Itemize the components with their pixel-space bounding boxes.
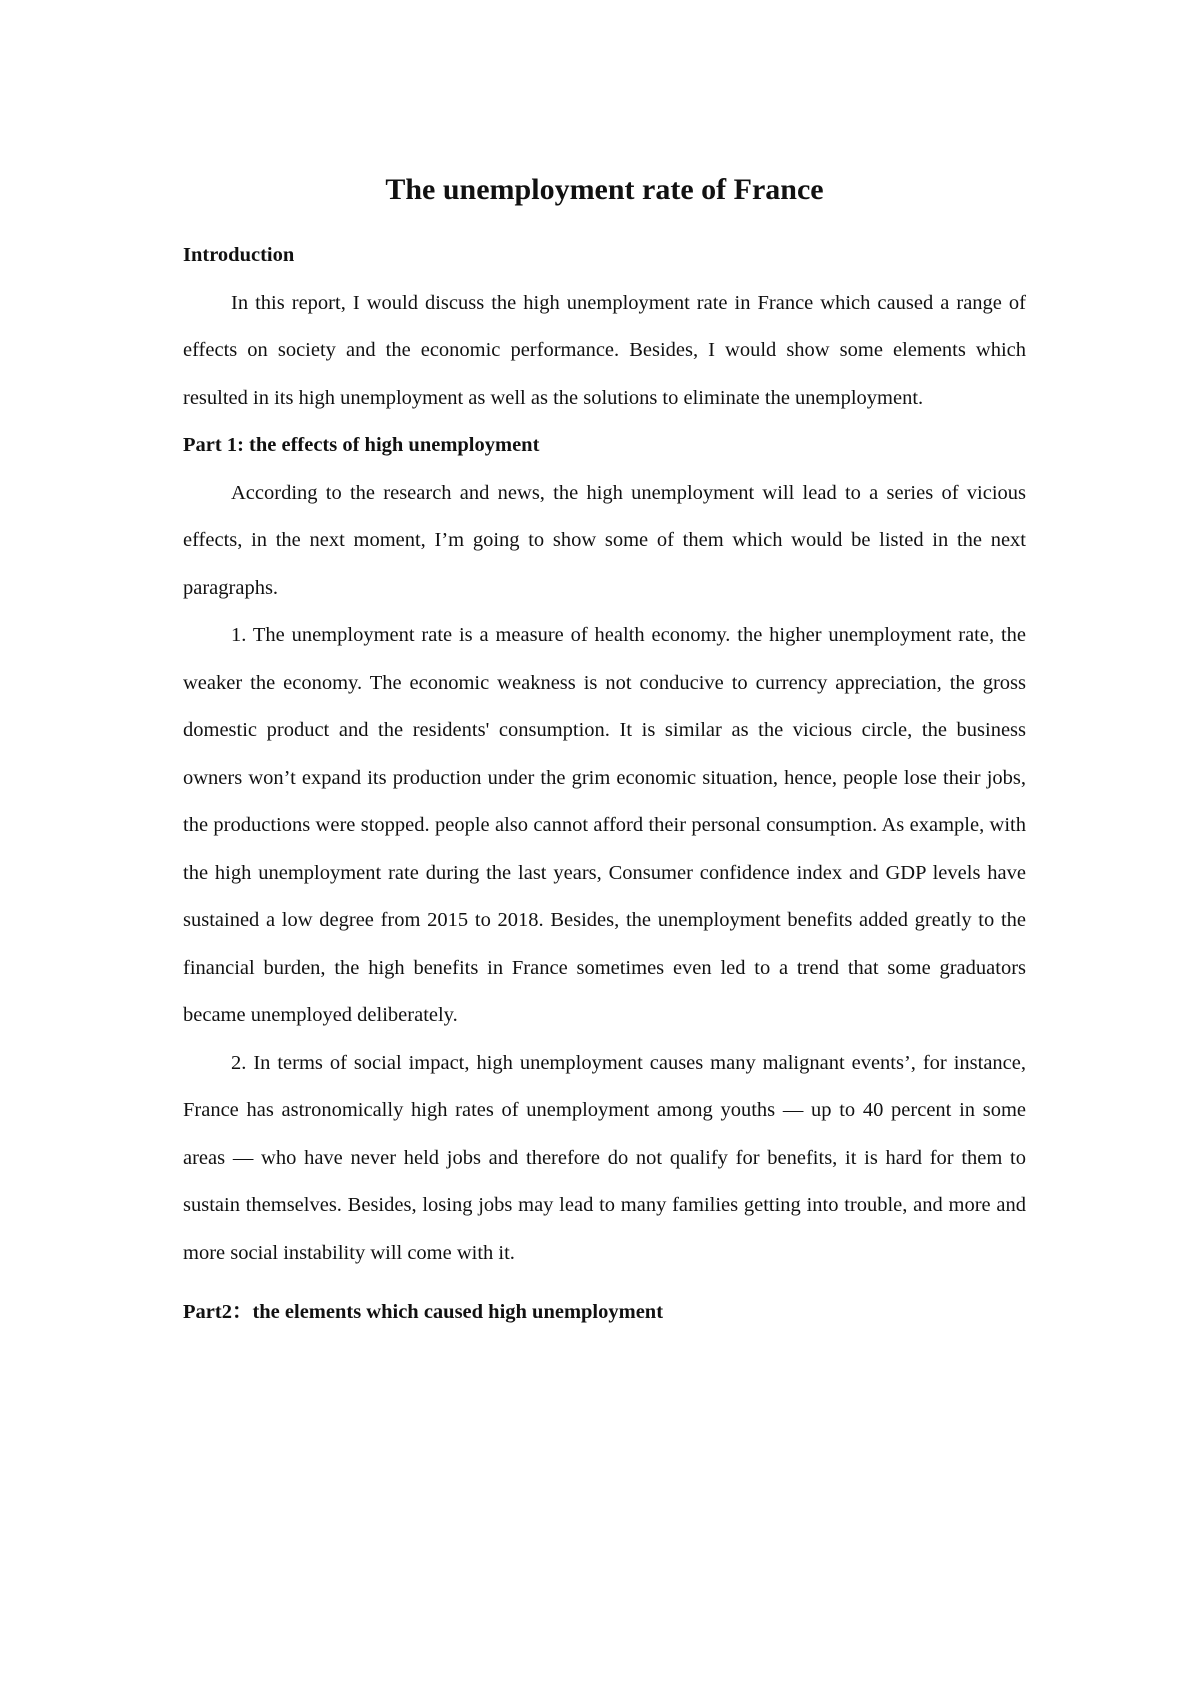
part-1-paragraph-point-2: 2. In terms of social impact, high unemployment causes many malignant events’, for instance, France has astronomically high rates of unemployment among youths — up to 40 percent in some areas — who have never held jobs and therefore do not qualify for benefits, it is hard for them to sustain themselves. Besides, losing jobs may lead to many families getting into trouble, and more and more social instability will come with it. — [183, 1051, 1026, 1264]
document-body — [183, 170, 1026, 1337]
introduction-paragraph: In this report, I would discuss the high unemployment rate in France which caused a range of effects on society and the economic performance. Besides, I would show some elements which resulted in its high unemployment as well as the solutions to eliminate the unemployment. — [183, 291, 1026, 409]
section-heading-introduction: Introduction — [183, 244, 295, 266]
part-1-paragraph-intro: According to the research and news, the high unemployment will lead to a series of vicious effects, in the next moment, I’m going to show some of them which would be listed in the next paragraphs. — [183, 481, 1026, 599]
part-1-paragraph-point-1: 1. The unemployment rate is a measure of health economy. the higher unemployment rate, the weaker the economy. The economic weakness is not conducive to currency appreciation, the gross domestic product and the residents' consumption. It is similar as the vicious circle, the business owners won’t expand its production under the grim economic situation, hence, people lose their jobs, the productions were stopped. people also cannot afford their personal consumption. As example, with the high unemployment rate during the last years, Consumer confidence index and GDP levels have sustained a low degree from 2015 to 2018. Besides, the unemployment benefits added greatly to the financial burden, the high benefits in France sometimes even led to a trend that some graduators became unemployed deliberately. — [183, 624, 1026, 1026]
section-heading-part-2: Part2：the elements which caused high unemployment — [183, 1301, 664, 1323]
section-heading-part-1: Part 1: the effects of high unemployment — [183, 434, 540, 456]
document-title: The unemployment rate of France — [385, 173, 824, 206]
